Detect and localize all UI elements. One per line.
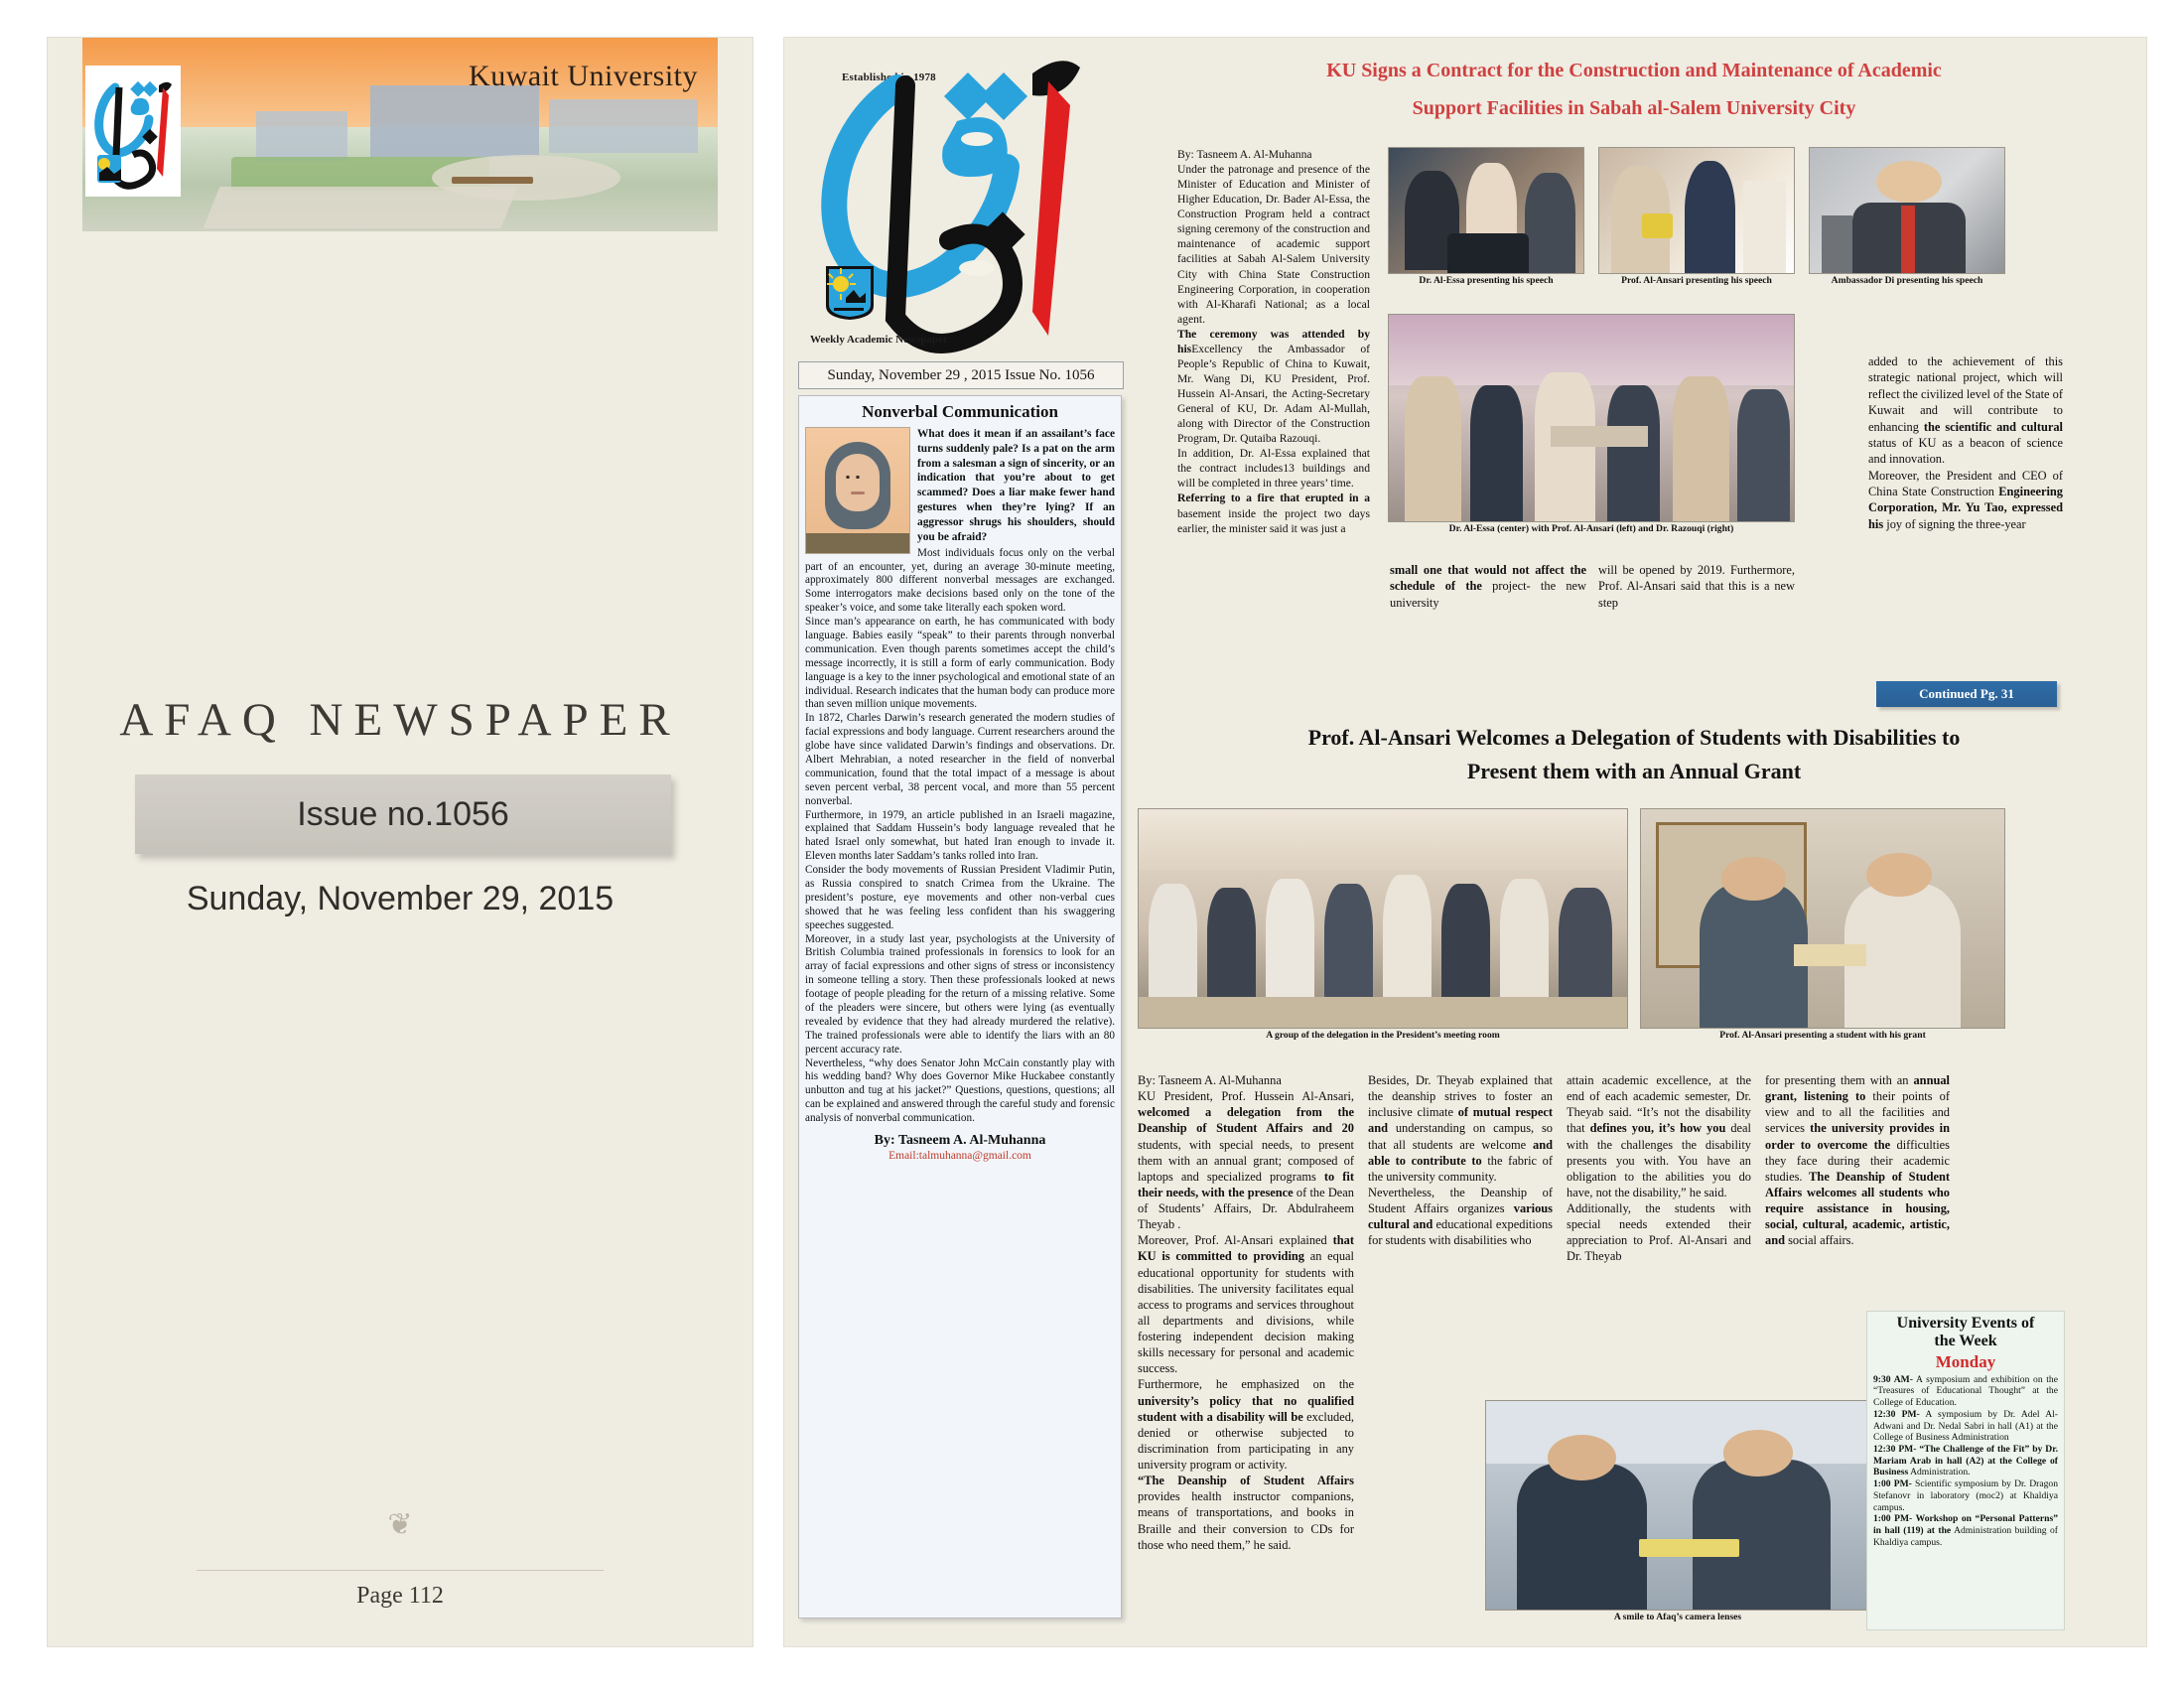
cover-issue-label: Issue no.1056 <box>297 794 509 833</box>
hero-building <box>370 85 539 157</box>
hero-building <box>549 99 698 153</box>
newspaper-page <box>784 38 2146 1646</box>
article2-para: students, with special needs, to present them with an annual grant; composed of laptops and specialized programs <box>1138 1137 1354 1184</box>
article2-para: Furthermore, he emphasized on the <box>1138 1377 1354 1392</box>
article2-bold: that KU is committed to providing <box>1138 1233 1354 1264</box>
article2-bold: defines you, it’s how you <box>1589 1121 1726 1136</box>
article1-photo-1-caption: Dr. Al-Essa presenting his speech <box>1419 275 1554 286</box>
article2-para: Moreover, Prof. Al-Ansari explained <box>1138 1233 1333 1248</box>
photo-image <box>1138 808 1628 1029</box>
event-time: 1:00 PM- <box>1873 1478 1912 1490</box>
article1-photo-4-caption: Dr. Al-Essa (center) with Prof. Al-Ansari (left) and Dr. Razouqi (right) <box>1448 523 1734 534</box>
nonverbal-para: Nevertheless, “why does Senator John McCain constantly play with his wedding band? Why does Governor Mike Huckabee constantly unbutton and tug at his jacket?” Questions, questions, questions; all can be explained and answered through the careful study and forensic analysis of nonverbal communication. <box>805 1056 1115 1125</box>
article1-headline <box>1134 52 2134 127</box>
article1-column-2 <box>1390 562 1586 611</box>
cover-panel <box>48 38 752 1646</box>
article2-para: understanding on campus, so that all students are welcome <box>1368 1121 1553 1152</box>
events-list <box>1873 1374 2058 1549</box>
article1-headline-line2: Support Facilities in Sabah al-Salem University City <box>1412 97 1856 119</box>
article2-para: Besides, Dr. Theyab explained that the deanship strives to foster an inclusive climate <box>1368 1073 1553 1120</box>
afaq-logo-icon <box>89 70 177 193</box>
event-text: A symposium by Dr. Adel Al-Adwani and Dr. Nedal Sabri in hall (A1) at the College of Business Administration <box>1873 1408 2058 1444</box>
photo-image <box>1388 147 1584 274</box>
article1-para: basement inside the project two days earlier, the minister said it was just a <box>1177 506 1370 535</box>
article1-photo-2-caption: Prof. Al-Ansari presenting his speech <box>1621 275 1772 286</box>
cover-date: Sunday, November 29, 2015 <box>186 880 614 917</box>
university-events-box <box>1866 1311 2065 1630</box>
article1-column-4 <box>1868 353 2063 532</box>
article2-photo-1-caption: A group of the delegation in the President’s meeting room <box>1266 1030 1500 1041</box>
article2-para: Nevertheless, the Deanship of Student Affairs organizes <box>1368 1185 1553 1215</box>
hero-bench <box>452 177 533 184</box>
cover-page-number: Page 112 <box>356 1583 444 1609</box>
article2-bold: welcomed a delegation from the Deanship of Student Affairs and 20 <box>1138 1105 1354 1136</box>
article1-bold: small one that would not affect the schedule of the <box>1390 563 1586 594</box>
article2-photo-2-caption: Prof. Al-Ansari presenting a student with his grant <box>1719 1030 1926 1041</box>
article1-para: project- the new university <box>1390 579 1586 610</box>
nonverbal-para: Since man’s appearance on earth, he has communicated with body language. Babies easily “speak” to their parents through nonverbal communication. Even though parents sometimes accept the child’s message incorrectly, it is still a form of early communication. Body language is a key to the inner psychological and emotional state of an individual. Research indicates that the human body can produce more than seven million unique movements. <box>805 616 1115 711</box>
events-title-line1: University Events of <box>1896 1315 2035 1332</box>
cover-ornament: ❦ <box>387 1508 413 1541</box>
article2-column-2 <box>1368 1072 1553 1248</box>
established-label: Established in 1978 <box>842 71 936 83</box>
event-item <box>1873 1374 2058 1409</box>
article2-photo-3-caption: A smile to Afaq’s camera lenses <box>1613 1612 1742 1622</box>
nonverbal-author-photo <box>805 427 910 554</box>
article1-column-3: will be opened by 2019. Furthermore, Prof. Al-Ansari said that this is a new step <box>1598 563 1795 610</box>
event-item <box>1873 1513 2058 1548</box>
photo-image <box>1388 314 1795 522</box>
event-time: 12:30 PM- <box>1873 1408 1920 1420</box>
article2-bold: various cultural and <box>1368 1201 1553 1232</box>
article2-para: their points of view and to all the facilities and services <box>1765 1089 1950 1136</box>
article1-photo-3 <box>1809 147 2005 294</box>
article2-para: social affairs. <box>1784 1233 1854 1248</box>
article2-photo-1 <box>1138 808 1628 1049</box>
hero-building <box>256 111 347 161</box>
afaq-logo <box>85 66 181 197</box>
photo-image <box>1598 147 1795 274</box>
article1-para: status of KU as a beacon of science and innovation. <box>1868 435 2063 467</box>
article1-photo-4 <box>1388 314 1795 542</box>
article2-para: attain academic excellence, at the end of each academic semester, Dr. Theyab said. “It’s not the disability that <box>1567 1073 1751 1136</box>
nonverbal-para: Consider the body movements of Russian President Vladimir Putin, as Russia conspired to snatch Crimea from the Ukraine. The president’s posture, eye movements and other non-verbal cues showed that he was feeling less confident than his swaggering speeches suggested. <box>805 864 1115 931</box>
cover-issue-badge <box>135 774 671 854</box>
article2-bold: and able to contribute to <box>1368 1137 1553 1168</box>
article1-bold: Referring to a fire that erupted in a <box>1177 492 1370 505</box>
article2-bold: The Deanship of Student Affairs welcomes all students who require assistance in housing, social, cultural, academic, artistic, and <box>1765 1169 1950 1248</box>
nonverbal-para: Furthermore, in 1979, an article published in an Israeli magazine, explained that Saddam Hussein’s body language revealed that he hated Israel only somewhat, but hated Iran enough to invade it. Eleven months later Saddam’s tanks rolled into Iran. <box>805 808 1115 863</box>
nonverbal-body <box>805 547 1115 1126</box>
nonverbal-byline: By: Tasneem A. Al-Muhanna <box>874 1133 1046 1149</box>
kuwait-university-seal-icon <box>824 264 876 322</box>
article2-byline: By: Tasneem A. Al-Muhanna <box>1138 1073 1282 1087</box>
article1-photo-3-caption: Ambassador Di presenting his speech <box>1831 275 1983 286</box>
article2-para: of the Dean of Students’ Affairs, Dr. Abdulraheem Theyab . <box>1138 1185 1354 1232</box>
article1-bold: the scientific and cultural <box>1923 419 2063 434</box>
cover-hero-title: Kuwait University <box>469 60 698 92</box>
article2-para: difficulties they face during their academic studies. <box>1765 1137 1950 1184</box>
photo-image <box>1485 1400 1870 1611</box>
article1-para: joy of signing the three-year <box>1883 516 2026 531</box>
cover-divider <box>197 1570 604 1571</box>
article2-headline-line1: Prof. Al-Ansari Welcomes a Delegation of Students with Disabilities to <box>1307 725 1961 750</box>
article1-bold: Engineering Corporation, Mr. Yu Tao, expressed his <box>1868 485 2063 531</box>
article2-para: KU President, Prof. Hussein Al-Ansari, <box>1138 1089 1354 1104</box>
article2-headline <box>1134 721 2134 788</box>
event-time: 9:30 AM- <box>1873 1373 1913 1385</box>
event-text: Administration building of Khaldiya campus. <box>1873 1524 2058 1548</box>
nonverbal-title: Nonverbal Communication <box>862 402 1058 421</box>
article1-para: Under the patronage and presence of the Minister of Education and Minister of Higher Education, Dr. Bader Al-Essa, the Construction Program held a contract signing ceremony of the construction and maintenance of academic support facilities at Sabah Al-Salem University City with China State Construction Engineering Corporation, in cooperation with Al-Kharafi National; as a local agent. <box>1177 163 1370 326</box>
continued-page-button[interactable]: Continued Pg. 31 <box>1876 681 2057 707</box>
weekly-label: Weekly Academic Newspaper <box>810 334 948 346</box>
issue-line: Sunday, November 29 , 2015 Issue No. 1056 <box>798 361 1124 389</box>
article2-column-4 <box>1765 1072 1950 1248</box>
article2-column-1 <box>1138 1072 1354 1553</box>
event-item <box>1873 1444 2058 1478</box>
event-item <box>1873 1409 2058 1444</box>
article2-para: for presenting them with an <box>1765 1073 1914 1087</box>
article2-photo-3 <box>1485 1400 1870 1626</box>
photo-image <box>1809 147 2005 274</box>
article2-bold: the university provides in order to overcome the <box>1765 1121 1950 1152</box>
article2-para: the fabric of the university community. <box>1368 1153 1553 1184</box>
article2-para: excluded, denied or otherwise subjected to discrimination from participating in any university program or activity. <box>1138 1409 1354 1472</box>
article1-photo-2 <box>1598 147 1795 294</box>
article2-para: Additionally, the students with special needs extended their appreciation to Prof. Al-Ansari and Dr. Theyab <box>1567 1201 1751 1264</box>
nonverbal-para: Moreover, in a study last year, psychologists at the University of British Columbia trained professionals in forensics to look for an array of facial expressions and other signs of stress or inconsistency in someone telling a story. Then these professionals looked at news footage of people pleading for the return of a missing relative. Some of the pleaders were sincere, but others were lying (as eventually revealed by evidence that they had already murdered the relative). The trained professionals were able to identify the liars with an 80 percent accuracy rate. <box>805 932 1115 1055</box>
article2-para: an equal educational opportunity for students with disabilities. The university facilitates equal access to programs and services throughout all departments and divisions, while fostering independent decision making skills necessary for personal and academic success. <box>1138 1249 1354 1376</box>
nonverbal-para: Most individuals focus only on the verbal part of an encounter, yet, during an average 30-minute meeting, approximately 800 different nonverbal messages are exchanged. Some interrogators make decisions based only on the tone of the speaker’s voice, and some take literally each spoken word. <box>805 546 1115 615</box>
nonverbal-article <box>798 395 1122 1618</box>
article1-headline-line1: KU Signs a Contract for the Construction and Maintenance of Academic <box>1326 60 1942 81</box>
cover-newspaper-title: AFAQ NEWSPAPER <box>119 694 681 746</box>
article2-para: educational expeditions for students with disabilities who <box>1368 1217 1553 1248</box>
article2-photo-2 <box>1640 808 2005 1049</box>
event-text: A symposium and exhibition on the “Treasures of Educational Thought” at the College of Education. <box>1873 1373 2058 1409</box>
article1-bold: The ceremony was attended by his <box>1177 327 1370 355</box>
article1-photo-1 <box>1388 147 1584 294</box>
article2-column-3 <box>1567 1072 1751 1265</box>
event-item <box>1873 1478 2058 1513</box>
event-text: Scientific symposium by Dr. Dragon Stefanovr in laboratory (moc2) at Khaldiya campus. <box>1873 1478 2058 1513</box>
article2-para: provides health instructor companions, means of transportations, and books in Braille and their conversion to CDs for those who need them,” he said. <box>1138 1489 1354 1552</box>
article1-para: Excellency the Ambassador of People’s Republic of China to Kuwait, Mr. Wang Di, KU President, Prof. Hussein Al-Ansari, the Acting-Secretary General of KU, Dr. Adam Al-Mullah, along with Director of the Construction Program, Dr. Qutaiba Razouqi. <box>1177 342 1370 446</box>
article2-para: deal with the challenges the disability presents you with. You have an obligation to the abilities you do have, not the disability,” he said. <box>1567 1121 1751 1199</box>
article2-headline-line2: Present them with an Annual Grant <box>1466 759 1802 784</box>
article1-para: added to the achievement of this strategic national project, which will reflect the civilized level of the State of Kuwait and will contribute to enhancing <box>1868 354 2063 434</box>
article2-bold: university’s policy that no qualified student with a disability will be <box>1138 1393 1354 1424</box>
hero-walkway <box>204 187 518 228</box>
events-title-line2: the Week <box>1934 1333 1997 1350</box>
article2-bold: of mutual respect and <box>1368 1105 1553 1136</box>
nonverbal-para: In 1872, Charles Darwin’s research generated the modern studies of facial expressions and body language. Current researchers around the globe have since validated Darwin’s findings and observations. Dr. Albert Mehrabian, a noted researcher in the field of nonverbal communication, found that the total impact of a message is about seven percent verbal, 38 percent vocal, and more than 55 percent nonverbal. <box>805 712 1115 807</box>
article2-bold: to fit their needs, with the presence <box>1138 1169 1354 1199</box>
events-day: Monday <box>1935 1351 1996 1371</box>
article1-para: Moreover, the President and CEO of China State Construction <box>1868 468 2063 498</box>
nonverbal-lead: What does it mean if an assailant’s face turns suddenly pale? Is a pat on the arm from a salesman a sign of sincerity, or an indication that you’re about to get scammed? Does a liar make fewer hand gestures when they’re lying? If an aggressor shrugs his shoulders, should you be afraid? <box>917 428 1115 543</box>
article1-column-1 <box>1177 147 1370 536</box>
event-time: 1:00 PM- Workshop on “Personal Patterns” in hall (119) at the <box>1873 1513 2058 1536</box>
masthead <box>802 44 1120 361</box>
nonverbal-email[interactable]: Email:talmuhanna@gmail.com <box>888 1150 1031 1163</box>
article2-bold: “The Deanship of Student Affairs <box>1138 1474 1354 1488</box>
article2-bold: annual grant, listening to <box>1765 1073 1950 1104</box>
article1-byline: By: Tasneem A. Al-Muhanna <box>1177 148 1312 161</box>
event-time: 12:30 PM- “The Challenge of the Fit” by Dr. Mariam Arab in hall (A2) at the College of Business <box>1873 1444 2058 1478</box>
photo-image <box>1640 808 2005 1029</box>
article1-para: In addition, Dr. Al-Essa explained that the contract includes13 buildings and will be completed in three years’ time. <box>1177 447 1370 491</box>
event-text: Administration. <box>1908 1467 1971 1478</box>
